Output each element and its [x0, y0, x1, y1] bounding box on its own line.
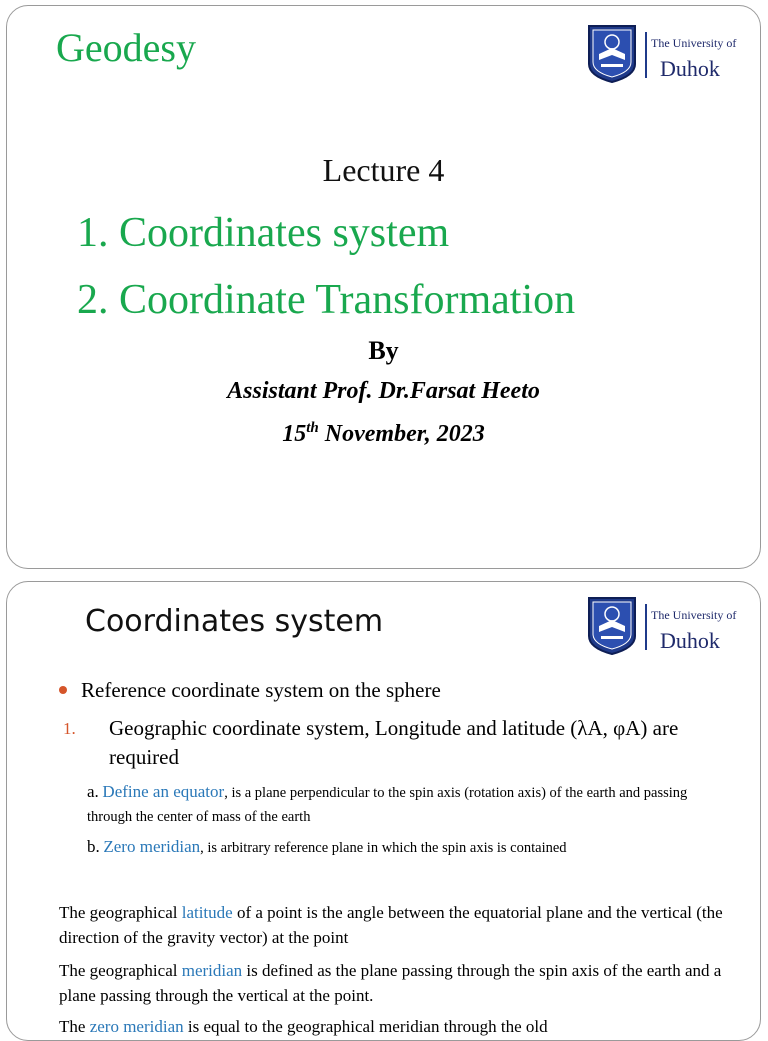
logo-text-name: Duhok: [660, 628, 720, 653]
lecture-number: Lecture 4: [322, 152, 445, 188]
paragraph-latitude: [59, 900, 729, 950]
sub-item-b-term: Zero meridian: [103, 837, 201, 856]
logo-text-name: Duhok: [660, 56, 720, 81]
university-logo: [585, 24, 745, 84]
content-slide: [6, 581, 761, 1041]
sub-item-a: [87, 780, 707, 829]
para2-term: meridian: [181, 961, 243, 980]
para3-term: zero meridian: [89, 1017, 184, 1036]
numbered-text: Geographic coordinate system, Longitude and latitude (λA, φA) are required: [109, 716, 679, 769]
topic-item-2: 2. Coordinate Transformation: [77, 277, 576, 323]
date-rest: November, 2023: [318, 421, 485, 447]
para1-after: of a point is the angle between the equatorial plane and the vertical (the direction of the gravity vector) at the point: [59, 903, 723, 947]
sub-item-b: [87, 835, 707, 860]
para3-after: is equal to the geographical meridian through the old: [183, 1017, 548, 1036]
para2-before: The geographical: [59, 961, 182, 980]
topic-item-1: 1. Coordinates system: [77, 210, 450, 256]
title-slide: [6, 5, 761, 569]
paragraph-meridian: [59, 958, 729, 1008]
university-crest-icon: [585, 596, 639, 656]
university-logo: [585, 596, 745, 656]
sub-item-b-text: , is arbitrary reference plane in which the spin axis is contained: [200, 840, 567, 856]
by-label: By: [368, 336, 399, 365]
logo-text-top: The University of: [651, 608, 737, 622]
lecture-date: [7, 420, 760, 448]
bullet-text: Reference coordinate system on the sphere: [81, 678, 441, 702]
numbered-label: 1.: [63, 719, 76, 738]
para1-term: latitude: [181, 903, 233, 922]
date-day: 15: [282, 421, 307, 447]
logo-divider: [645, 32, 647, 78]
sub-item-a-key: a.: [87, 782, 99, 801]
logo-text-top: The University of: [651, 36, 737, 50]
sub-item-b-key: b.: [87, 837, 100, 856]
sub-item-a-text: , is a plane perpendicular to the spin axis (rotation axis) of the earth and passing through the center of mass of the earth: [87, 785, 688, 825]
para1-before: The geographical: [59, 903, 182, 922]
university-crest-icon: [585, 24, 639, 84]
para2-after: is defined as the plane passing through the spin axis of the earth and a plane passing through the vertical at the point.: [59, 961, 722, 1005]
para3-before: The: [59, 1017, 90, 1036]
bullet-item: [59, 678, 441, 703]
sub-item-a-term: Define an equator: [102, 782, 225, 801]
numbered-item: [63, 714, 713, 772]
bullet-dot-icon: [59, 686, 67, 694]
slide-title: Coordinates system: [85, 604, 384, 639]
author-name: Assistant Prof. Dr.Farsat Heeto: [227, 378, 540, 404]
paragraph-zero-meridian: [59, 1014, 729, 1039]
logo-divider: [645, 604, 647, 650]
date-suffix: th: [306, 420, 319, 436]
course-title: Geodesy: [56, 25, 196, 70]
